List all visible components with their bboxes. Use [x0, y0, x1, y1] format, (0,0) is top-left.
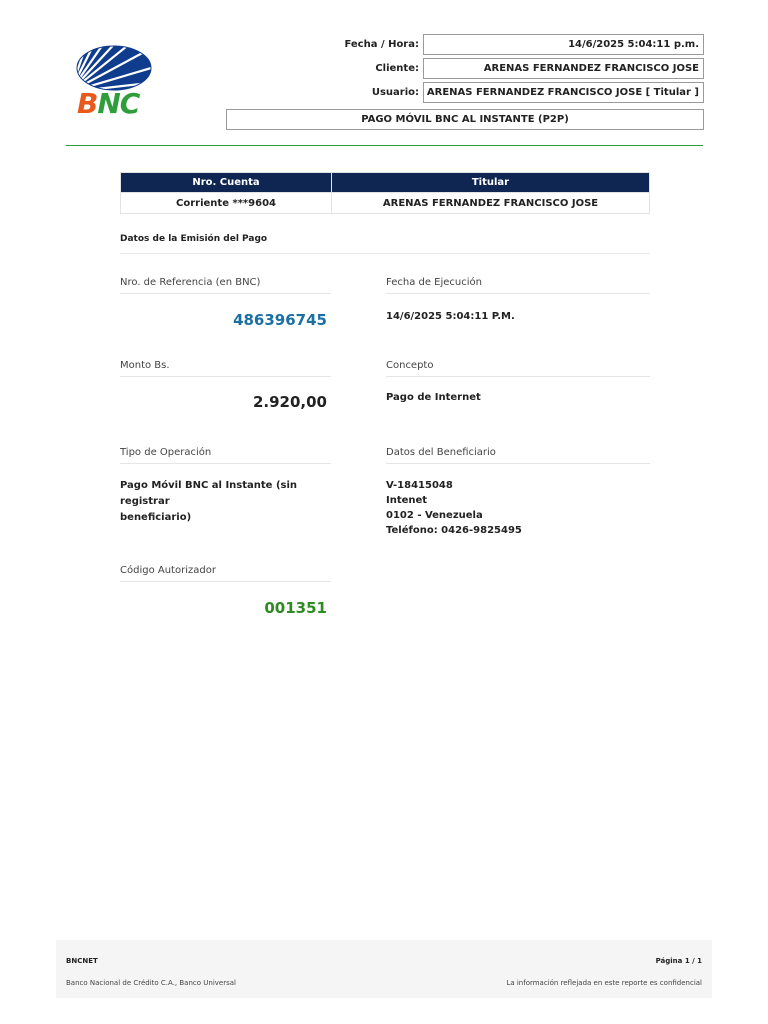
tipo-operacion-line: Pago Móvil BNC al Instante (sin registrar — [120, 480, 298, 507]
header-cliente-row — [226, 58, 704, 79]
tipo-operacion-line: beneficiario) — [120, 512, 192, 523]
cliente-value: ARENAS FERNANDEZ FRANCISCO JOSE — [423, 58, 704, 79]
titular-cell: ARENAS FERNANDEZ FRANCISCO JOSE — [332, 193, 650, 214]
cliente-label: Cliente: — [375, 63, 419, 74]
beneficiario-name: Intenet — [386, 495, 428, 506]
usuario-label: Usuario: — [371, 87, 419, 98]
beneficiario-bank: 0102 - Venezuela — [386, 510, 483, 521]
header-fecha-row — [226, 34, 704, 55]
concepto-value: Pago de Internet — [386, 392, 481, 403]
document-title: PAGO MÓVIL BNC AL INSTANTE (P2P) — [226, 109, 704, 130]
fecha-ejecucion-value: 14/6/2025 5:04:11 P.M. — [386, 311, 515, 322]
col-nro-cuenta: Nro. Cuenta — [121, 173, 332, 193]
referencia-label: Nro. de Referencia (en BNC) — [120, 277, 331, 294]
header-divider — [66, 145, 703, 146]
tipo-operacion-value — [120, 478, 340, 526]
beneficiario-phone: Teléfono: 0426-9825495 — [386, 525, 522, 536]
fecha-value: 14/6/2025 5:04:11 p.m. — [423, 34, 704, 55]
section-title: Datos de la Emisión del Pago — [120, 234, 650, 254]
usuario-value: ARENAS FERNANDEZ FRANCISCO JOSE [ Titular ] — [423, 82, 704, 103]
tipo-operacion-label: Tipo de Operación — [120, 447, 331, 464]
header-usuario-row — [226, 82, 704, 103]
cuenta-cell: Corriente ***9604 — [121, 193, 332, 214]
fecha-ejecucion-label: Fecha de Ejecución — [386, 277, 650, 294]
col-titular: Titular — [332, 173, 650, 193]
beneficiario-label: Datos del Beneficiario — [386, 447, 650, 464]
codigo-autorizador-label: Código Autorizador — [120, 565, 331, 582]
footer-app-name: BNCNET — [66, 957, 98, 965]
table-row — [121, 193, 650, 214]
fecha-label: Fecha / Hora: — [344, 39, 419, 50]
footer-page-number: Página 1 / 1 — [655, 957, 702, 965]
referencia-value: 486396745 — [233, 311, 327, 329]
footer-bank-name: Banco Nacional de Crédito C.A., Banco Universal — [66, 979, 236, 987]
page-footer — [56, 940, 712, 998]
beneficiario-id: V-18415048 — [386, 480, 453, 491]
bnc-logo — [74, 44, 154, 124]
monto-value: 2.920,00 — [252, 393, 327, 411]
codigo-autorizador-value: 001351 — [264, 599, 327, 617]
account-table — [120, 172, 650, 214]
concepto-label: Concepto — [386, 360, 650, 377]
monto-label: Monto Bs. — [120, 360, 331, 377]
account-table-header — [121, 173, 650, 193]
footer-confidential-note: La información reflejada en este reporte es confidencial — [506, 979, 702, 987]
bnc-wordmark: BNC — [77, 87, 140, 120]
bnc-globe-icon — [74, 44, 154, 92]
beneficiario-value — [386, 478, 522, 538]
